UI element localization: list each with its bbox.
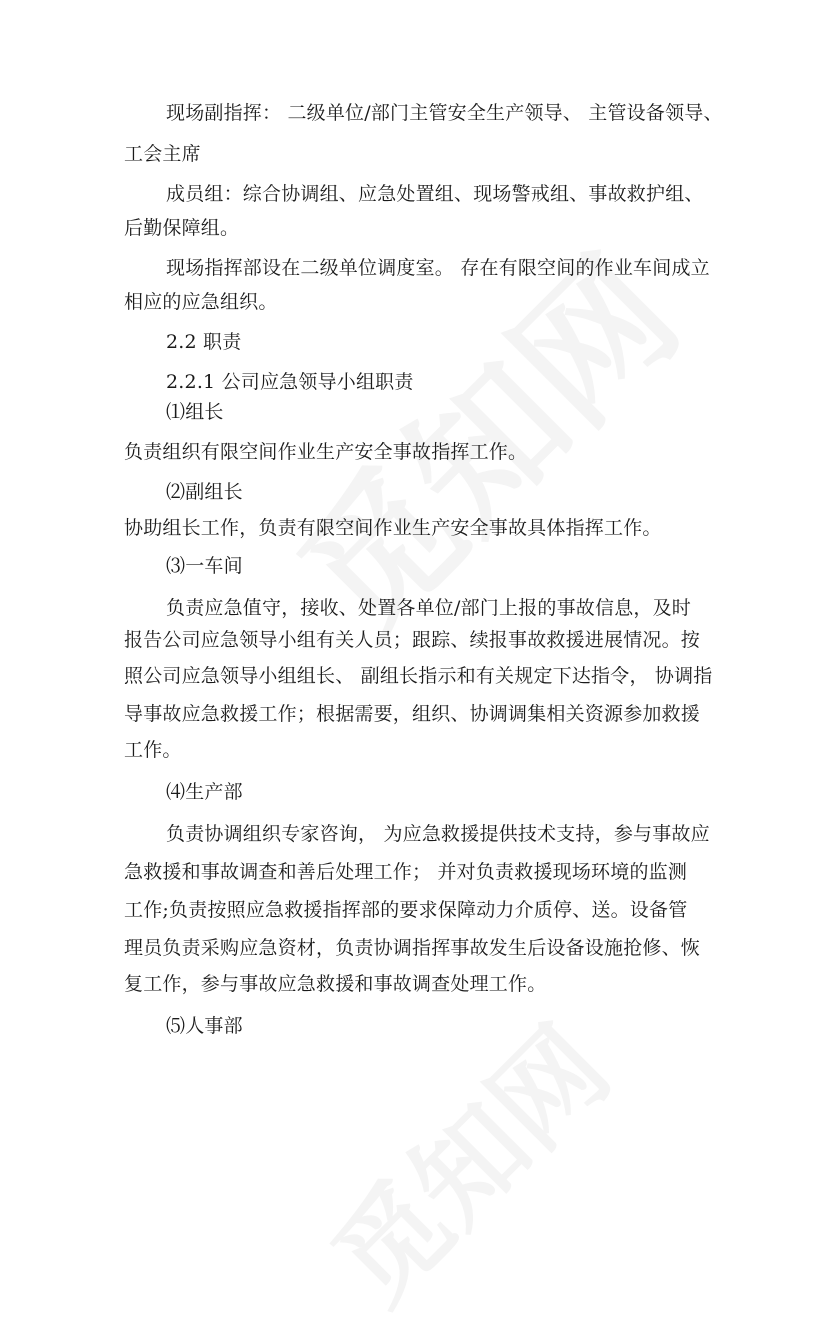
paragraph-line: 成员组：综合协调组、应急处置组、现场警戒组、事故救护组、 — [166, 183, 704, 205]
paragraph-line: 照公司应急领导小组组长、 副组长指示和有关规定下达指令， 协调指 — [124, 665, 713, 687]
paragraph-line: 现场副指挥： 二级单位/部门主管安全生产领导、 主管设备领导、 — [166, 102, 723, 124]
paragraph-line: 急救援和事故调查和善后处理工作； 并对负责救援现场环境的监测 — [124, 861, 688, 883]
paragraph-line: 负责协调组织专家咨询， 为应急救援提供技术支持，参与事故应 — [166, 823, 710, 845]
watermark — [292, 986, 637, 1331]
paragraph-line: 负责应急值守，接收、处置各单位/部门上报的事故信息，及时 — [166, 597, 692, 619]
item-heading: ⑵副组长 — [166, 481, 243, 503]
paragraph-line: 复工作，参与事故应急救援和事故调查处理工作。 — [124, 973, 547, 995]
paragraph-line: 工作;负责按照应急救援指挥部的要求保障动力介质停、送。设备管 — [124, 899, 688, 921]
paragraph-line: 现场指挥部设在二级单位调度室。 存在有限空间的作业车间成立 — [166, 257, 710, 279]
paragraph-line: 后勤保障组。 — [124, 217, 240, 239]
item-heading: ⑸人事部 — [166, 1015, 243, 1037]
paragraph-line: 工会主席 — [124, 143, 201, 165]
section-heading: 2.2 职责 — [166, 331, 242, 353]
paragraph-line: 理员负责采购应急资材，负责协调指挥事故发生后设备设施抢修、恢 — [124, 937, 701, 959]
paragraph-line: 负责组织有限空间作业生产安全事故指挥工作。 — [124, 441, 528, 463]
subsection-heading: 2.2.1 公司应急领导小组职责 — [166, 371, 414, 393]
item-heading: ⑴组长 — [166, 401, 224, 423]
paragraph-line: 相应的应急组织。 — [124, 291, 278, 313]
item-heading: ⑶一车间 — [166, 555, 243, 577]
paragraph-line: 协助组长工作，负责有限空间作业生产安全事故具体指挥工作。 — [124, 517, 662, 539]
paragraph-line: 工作。 — [124, 739, 182, 761]
paragraph-line: 报告公司应急领导小组有关人员；跟踪、续报事故救援进展情况。按 — [124, 629, 701, 651]
item-heading: ⑷生产部 — [166, 781, 243, 803]
paragraph-line: 导事故应急救援工作；根据需要，组织、协调调集相关资源参加救援 — [124, 703, 701, 725]
